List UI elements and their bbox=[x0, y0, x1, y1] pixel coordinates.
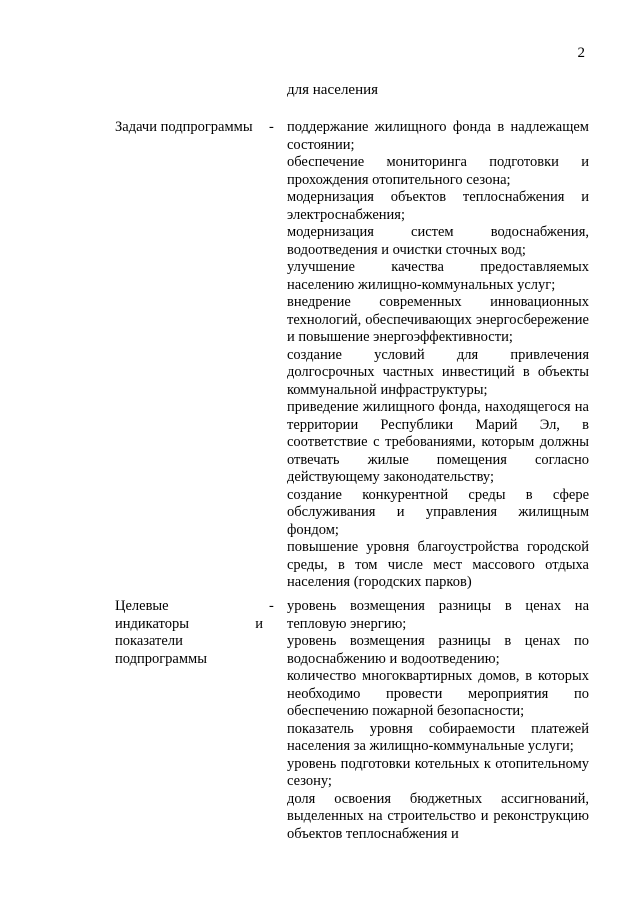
indicators-item: уровень возмещения разницы в ценах по водоснабжению и водоотведению; bbox=[287, 633, 589, 667]
tasks-item: модернизация систем водоснабжения, водоотведения и очистки сточных вод; bbox=[287, 224, 589, 258]
tasks-item: создание условий для привлечения долгосрочных частных инвестиций в объекты коммунальной инфраструктуры; bbox=[287, 346, 589, 398]
tasks-item: повышение уровня благоустройства городской среды, в том числе мест массового отдыха населения (городских парков) bbox=[287, 539, 589, 590]
indicators-dash: - bbox=[269, 598, 274, 614]
tasks-item: поддержание жилищного фонда в надлежащем состоянии; bbox=[287, 119, 589, 153]
tasks-item: модернизация объектов теплоснабжения и электроснабжения; bbox=[287, 189, 589, 223]
indicators-item: уровень подготовки котельных к отопительному сезону; bbox=[287, 755, 589, 789]
continuation-text: для населения bbox=[287, 82, 379, 98]
indicators-label bbox=[115, 598, 263, 668]
indicators-label-line: индикаторы и bbox=[115, 615, 263, 632]
tasks-item: обеспечение мониторинга подготовки и прохождения отопительного сезона; bbox=[287, 154, 589, 188]
indicators-item: количество многоквартирных домов, в которых необходимо провести мероприятия по обеспечению пожарной безопасности; bbox=[287, 668, 589, 719]
tasks-item: внедрение современных инновационных технологий, обеспечивающих энергосбережение и повышение энергоэффективности; bbox=[287, 294, 589, 345]
page-number: 2 bbox=[577, 45, 585, 61]
tasks-item: создание конкурентной среды в сфере обслуживания и управления жилищным фондом; bbox=[287, 486, 589, 538]
tasks-list bbox=[287, 119, 589, 592]
indicators-item: уровень возмещения разницы в ценах на тепловую энергию; bbox=[287, 598, 589, 632]
tasks-dash: - bbox=[269, 119, 274, 135]
indicators-item: доля освоения бюджетных ассигнований, выделенных на строительство и реконструкцию объектов теплоснабжения и bbox=[287, 790, 589, 842]
tasks-label: Задачи подпрограммы bbox=[115, 119, 253, 135]
tasks-item: улучшение качества предоставляемых населению жилищно-коммунальных услуг; bbox=[287, 259, 589, 293]
indicators-label-line: Целевые bbox=[115, 598, 169, 614]
indicators-list bbox=[287, 598, 589, 843]
indicators-label-line: подпрограммы bbox=[115, 650, 207, 667]
indicators-item: показатель уровня собираемости платежей населения за жилищно-коммунальные услуги; bbox=[287, 720, 589, 754]
indicators-label-line: показатели bbox=[115, 633, 183, 649]
tasks-item: приведение жилищного фонда, находящегося на территории Республики Марий Эл, в соответствие с требованиями, которым должны отвечать жилые помещения согласно действующему законодательству; bbox=[287, 399, 589, 485]
